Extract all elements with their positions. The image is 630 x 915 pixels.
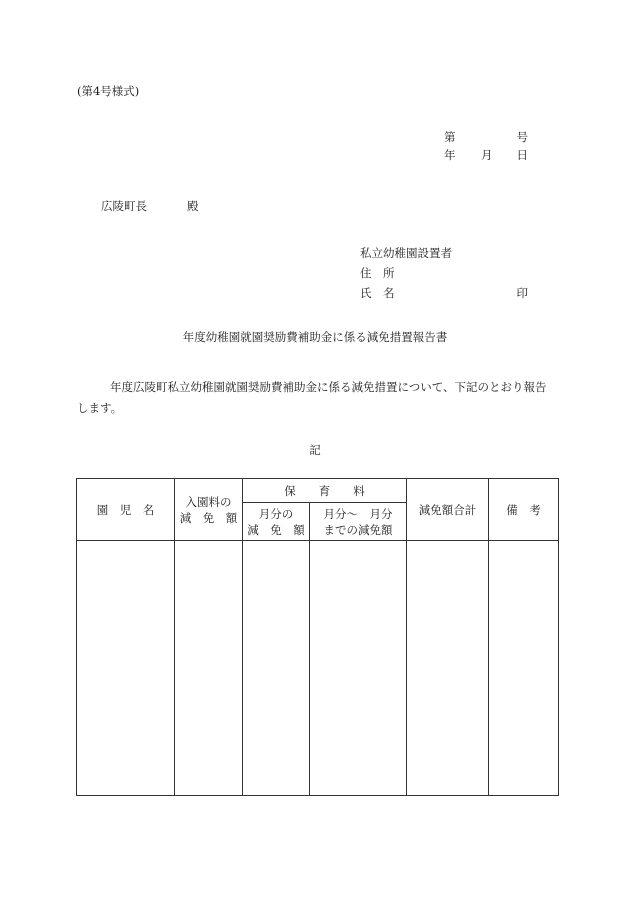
cell-remarks[interactable] <box>489 541 559 796</box>
header-total: 減免額合計 <box>407 479 489 541</box>
header-monthly-line2: 減 免 額 <box>247 522 305 537</box>
doc-number-label: 第 <box>444 130 456 144</box>
cell-range-reduction[interactable] <box>310 541 407 796</box>
header-entrance-fee <box>175 479 243 541</box>
header-range-line2: までの減免額 <box>323 522 393 537</box>
header-range-reduction <box>310 503 407 541</box>
document-number-block <box>444 130 528 166</box>
cell-total[interactable] <box>407 541 489 796</box>
date-day: 日 <box>516 148 528 162</box>
cell-child-name[interactable] <box>77 541 175 796</box>
form-number: (第4号様式) <box>77 84 140 98</box>
seal-mark: 印 <box>516 286 528 300</box>
sender-title: 私立幼稚園設置者 <box>360 246 452 260</box>
sender-name-label: 氏 名 <box>360 286 395 300</box>
header-entrance-fee-line1: 入園料の <box>185 494 232 509</box>
sender-block <box>360 246 528 306</box>
table-header-row <box>77 479 559 503</box>
document-title: 年度幼稚園就園奨励費補助金に係る減免措置報告書 <box>182 330 448 344</box>
header-remarks: 備 考 <box>489 479 559 541</box>
table-row <box>77 541 559 796</box>
sender-name-line <box>360 286 528 306</box>
addressee <box>101 199 199 214</box>
body-text: 年度広陵町私立幼稚園就園奨励費補助金に係る減免措置について、下記のとおり報告します。 <box>77 380 547 415</box>
header-childcare-fee: 保 育 料 <box>243 479 407 503</box>
ki-heading: 記 <box>309 443 321 457</box>
cell-entrance-fee[interactable] <box>175 541 243 796</box>
header-monthly-reduction <box>243 503 310 541</box>
cell-monthly-reduction[interactable] <box>243 541 310 796</box>
date-month: 月 <box>481 148 493 162</box>
addressee-name: 広陵町長 <box>101 199 147 213</box>
date-year: 年 <box>444 148 456 162</box>
header-monthly-line1: 月分の <box>258 506 294 521</box>
reduction-table <box>76 478 559 796</box>
header-child-name: 園 児 名 <box>77 479 175 541</box>
header-entrance-fee-line2: 減 免 額 <box>179 510 238 525</box>
doc-number-suffix: 号 <box>516 130 528 144</box>
addressee-honorific: 殿 <box>187 199 199 213</box>
sender-address-label: 住 所 <box>360 266 395 280</box>
document-number-line <box>444 130 528 148</box>
header-range-line1: 月分～ 月分 <box>323 506 393 521</box>
document-date-line <box>444 148 528 166</box>
